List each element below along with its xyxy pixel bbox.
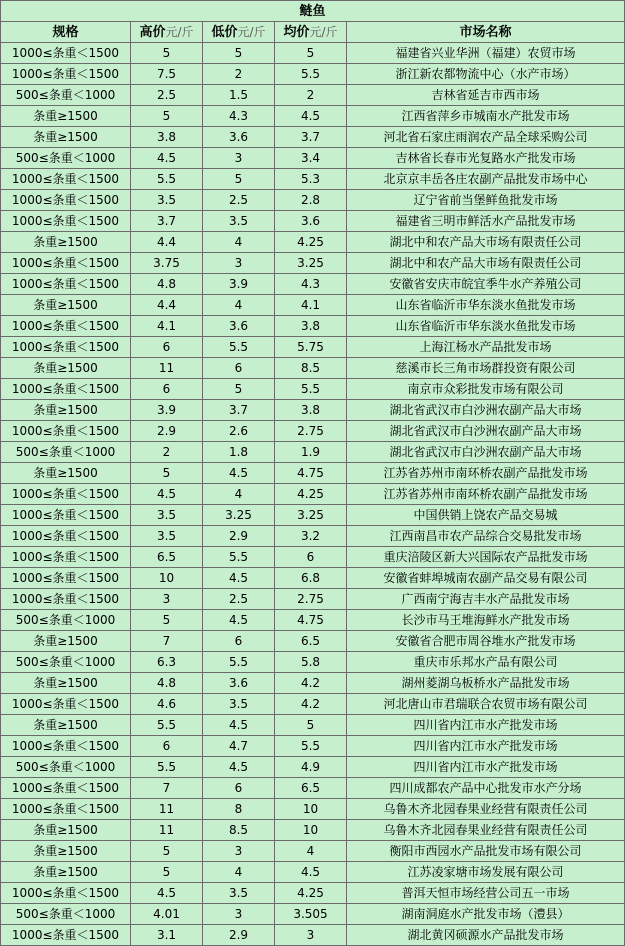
high-price-cell: 2.5 xyxy=(131,85,203,106)
table-row xyxy=(1,547,625,568)
high-price-cell: 4.4 xyxy=(131,295,203,316)
high-price-cell: 3.75 xyxy=(131,253,203,274)
spec-cell: 500≤条重＜1000 xyxy=(1,757,131,778)
spec-cell: 1000≤条重＜1500 xyxy=(1,589,131,610)
high-price-cell: 3.1 xyxy=(131,925,203,946)
avg-price-cell: 5.75 xyxy=(275,337,347,358)
table-body xyxy=(1,43,625,946)
spec-cell: 500≤条重＜1000 xyxy=(1,652,131,673)
avg-price-cell: 3.4 xyxy=(275,148,347,169)
high-price-cell: 4.8 xyxy=(131,274,203,295)
market-name-cell: 江西省萍乡市城南水产批发市场 xyxy=(347,106,625,127)
spec-cell: 500≤条重＜1000 xyxy=(1,148,131,169)
spec-cell: 条重≥1500 xyxy=(1,820,131,841)
spec-cell: 1000≤条重＜1500 xyxy=(1,484,131,505)
high-price-cell: 4.6 xyxy=(131,694,203,715)
avg-price-cell: 2 xyxy=(275,85,347,106)
market-name-cell: 江苏省苏州市南环桥农副产品批发市场 xyxy=(347,484,625,505)
market-name-cell: 北京京丰岳各庄农副产品批发市场中心 xyxy=(347,169,625,190)
avg-price-cell: 2.75 xyxy=(275,589,347,610)
spec-cell: 1000≤条重＜1500 xyxy=(1,505,131,526)
table-row xyxy=(1,841,625,862)
spec-cell: 条重≥1500 xyxy=(1,631,131,652)
table-row xyxy=(1,736,625,757)
table-row xyxy=(1,568,625,589)
low-price-cell: 5 xyxy=(203,379,275,400)
avg-price-cell: 5.5 xyxy=(275,736,347,757)
spec-cell: 条重≥1500 xyxy=(1,841,131,862)
market-name-cell: 吉林省长春市光复路水产批发市场 xyxy=(347,148,625,169)
table-row xyxy=(1,820,625,841)
high-price-cell: 11 xyxy=(131,358,203,379)
table-row xyxy=(1,106,625,127)
low-price-cell: 4.5 xyxy=(203,757,275,778)
avg-price-cell: 5 xyxy=(275,715,347,736)
low-price-cell: 4.5 xyxy=(203,610,275,631)
table-row xyxy=(1,127,625,148)
market-name-cell: 福建省兴业华洲（福建）农贸市场 xyxy=(347,43,625,64)
avg-price-cell: 3.8 xyxy=(275,316,347,337)
low-price-cell: 4.7 xyxy=(203,736,275,757)
low-price-cell: 3 xyxy=(203,253,275,274)
low-price-cell: 3.5 xyxy=(203,883,275,904)
spec-cell: 1000≤条重＜1500 xyxy=(1,547,131,568)
market-name-cell: 湖北省武汉市白沙洲农副产品大市场 xyxy=(347,400,625,421)
table-row xyxy=(1,652,625,673)
avg-price-cell: 3.25 xyxy=(275,253,347,274)
table-row xyxy=(1,253,625,274)
spec-cell: 条重≥1500 xyxy=(1,862,131,883)
high-price-cell: 5.5 xyxy=(131,169,203,190)
table-row xyxy=(1,925,625,946)
spec-cell: 条重≥1500 xyxy=(1,295,131,316)
header-low-price: 低价元/斤 xyxy=(203,22,275,43)
high-price-cell: 5 xyxy=(131,841,203,862)
high-price-cell: 6 xyxy=(131,337,203,358)
low-price-cell: 4 xyxy=(203,862,275,883)
market-name-cell: 四川省内江市水产批发市场 xyxy=(347,757,625,778)
avg-price-cell: 4.5 xyxy=(275,862,347,883)
avg-price-cell: 1.9 xyxy=(275,442,347,463)
low-price-cell: 5 xyxy=(203,169,275,190)
table-row xyxy=(1,904,625,925)
spec-cell: 1000≤条重＜1500 xyxy=(1,169,131,190)
avg-price-cell: 10 xyxy=(275,820,347,841)
table-row xyxy=(1,400,625,421)
low-price-cell: 5.5 xyxy=(203,547,275,568)
low-price-cell: 3.25 xyxy=(203,505,275,526)
low-price-cell: 2 xyxy=(203,64,275,85)
spec-cell: 1000≤条重＜1500 xyxy=(1,379,131,400)
low-price-cell: 3.9 xyxy=(203,274,275,295)
table-row xyxy=(1,757,625,778)
market-name-cell: 江苏省苏州市南环桥农副产品批发市场 xyxy=(347,463,625,484)
avg-price-cell: 5 xyxy=(275,43,347,64)
spec-cell: 1000≤条重＜1500 xyxy=(1,883,131,904)
avg-price-cell: 3.2 xyxy=(275,526,347,547)
low-price-cell: 6 xyxy=(203,358,275,379)
market-name-cell: 湖北省武汉市白沙洲农副产品大市场 xyxy=(347,442,625,463)
low-price-cell: 5 xyxy=(203,43,275,64)
high-price-cell: 2 xyxy=(131,442,203,463)
high-price-cell: 3.5 xyxy=(131,505,203,526)
high-price-cell: 5.5 xyxy=(131,757,203,778)
low-price-cell: 3.5 xyxy=(203,211,275,232)
market-name-cell: 乌鲁木齐北园春果业经营有限责任公司 xyxy=(347,820,625,841)
low-price-cell: 2.5 xyxy=(203,589,275,610)
market-name-cell: 长沙市马王堆海鲜水产批发市场 xyxy=(347,610,625,631)
avg-price-cell: 3 xyxy=(275,925,347,946)
low-price-cell: 4.5 xyxy=(203,568,275,589)
market-name-cell: 四川省内江市水产批发市场 xyxy=(347,736,625,757)
spec-cell: 1000≤条重＜1500 xyxy=(1,526,131,547)
high-price-cell: 6.5 xyxy=(131,547,203,568)
spec-cell: 条重≥1500 xyxy=(1,463,131,484)
market-name-cell: 中国供销上饶农产品交易城 xyxy=(347,505,625,526)
table-row xyxy=(1,862,625,883)
low-price-cell: 6 xyxy=(203,778,275,799)
market-name-cell: 慈溪市长三角市场群投资有限公司 xyxy=(347,358,625,379)
avg-price-cell: 2.75 xyxy=(275,421,347,442)
header-high-price: 高价元/斤 xyxy=(131,22,203,43)
avg-price-cell: 4.25 xyxy=(275,484,347,505)
table-row xyxy=(1,43,625,64)
table-row xyxy=(1,442,625,463)
low-price-cell: 2.6 xyxy=(203,421,275,442)
high-price-cell: 5 xyxy=(131,862,203,883)
low-price-cell: 8.5 xyxy=(203,820,275,841)
high-price-cell: 5 xyxy=(131,610,203,631)
high-price-cell: 3.8 xyxy=(131,127,203,148)
avg-price-cell: 3.25 xyxy=(275,505,347,526)
market-name-cell: 浙江新农都物流中心（水产市场） xyxy=(347,64,625,85)
table-row xyxy=(1,883,625,904)
table-row xyxy=(1,421,625,442)
avg-price-cell: 5.3 xyxy=(275,169,347,190)
market-name-cell: 衡阳市西园水产品批发市场有限公司 xyxy=(347,841,625,862)
spec-cell: 1000≤条重＜1500 xyxy=(1,778,131,799)
header-row xyxy=(1,22,625,43)
avg-price-cell: 4.1 xyxy=(275,295,347,316)
avg-price-cell: 4.9 xyxy=(275,757,347,778)
high-price-cell: 5 xyxy=(131,43,203,64)
avg-price-cell: 3.6 xyxy=(275,211,347,232)
market-name-cell: 安徽省蚌埠城南农副产品交易有限公司 xyxy=(347,568,625,589)
table-row xyxy=(1,232,625,253)
high-price-cell: 11 xyxy=(131,820,203,841)
market-name-cell: 重庆市乐邦水产品有限公司 xyxy=(347,652,625,673)
spec-cell: 1000≤条重＜1500 xyxy=(1,421,131,442)
high-price-cell: 4.5 xyxy=(131,883,203,904)
table-row xyxy=(1,715,625,736)
high-price-cell: 4.01 xyxy=(131,904,203,925)
market-name-cell: 普洱天恒市场经营公司五一市场 xyxy=(347,883,625,904)
table-row xyxy=(1,694,625,715)
high-price-cell: 5.5 xyxy=(131,715,203,736)
table-row xyxy=(1,631,625,652)
avg-price-cell: 4.3 xyxy=(275,274,347,295)
spec-cell: 1000≤条重＜1500 xyxy=(1,694,131,715)
low-price-cell: 4 xyxy=(203,484,275,505)
spec-cell: 条重≥1500 xyxy=(1,400,131,421)
low-price-cell: 4 xyxy=(203,232,275,253)
table-row xyxy=(1,589,625,610)
low-price-cell: 2.5 xyxy=(203,190,275,211)
header-spec: 规格 xyxy=(1,22,131,43)
avg-price-cell: 4.25 xyxy=(275,883,347,904)
spec-cell: 条重≥1500 xyxy=(1,715,131,736)
table-row xyxy=(1,337,625,358)
low-price-cell: 3.6 xyxy=(203,127,275,148)
avg-price-cell: 5.8 xyxy=(275,652,347,673)
spec-cell: 1000≤条重＜1500 xyxy=(1,316,131,337)
avg-price-cell: 4.5 xyxy=(275,106,347,127)
low-price-cell: 6 xyxy=(203,631,275,652)
low-price-cell: 3 xyxy=(203,841,275,862)
spec-cell: 1000≤条重＜1500 xyxy=(1,43,131,64)
high-price-cell: 6 xyxy=(131,379,203,400)
spec-cell: 条重≥1500 xyxy=(1,106,131,127)
low-price-cell: 5.5 xyxy=(203,337,275,358)
avg-price-cell: 6.5 xyxy=(275,778,347,799)
market-name-cell: 乌鲁木齐北园春果业经营有限责任公司 xyxy=(347,799,625,820)
avg-price-cell: 2.8 xyxy=(275,190,347,211)
market-name-cell: 南京市众彩批发市场有限公司 xyxy=(347,379,625,400)
table-row xyxy=(1,673,625,694)
market-name-cell: 上海江杨水产品批发市场 xyxy=(347,337,625,358)
spec-cell: 条重≥1500 xyxy=(1,127,131,148)
high-price-cell: 6 xyxy=(131,736,203,757)
avg-price-cell: 5.5 xyxy=(275,379,347,400)
market-name-cell: 河北唐山市君瑞联合农贸市场有限公司 xyxy=(347,694,625,715)
high-price-cell: 3.5 xyxy=(131,526,203,547)
avg-price-cell: 4.75 xyxy=(275,610,347,631)
spec-cell: 条重≥1500 xyxy=(1,358,131,379)
table-row xyxy=(1,64,625,85)
market-name-cell: 重庆涪陵区新大兴国际农产品批发市场 xyxy=(347,547,625,568)
market-name-cell: 江苏凌家塘市场发展有限公司 xyxy=(347,862,625,883)
high-price-cell: 4.1 xyxy=(131,316,203,337)
low-price-cell: 3.6 xyxy=(203,673,275,694)
spec-cell: 1000≤条重＜1500 xyxy=(1,211,131,232)
title-row xyxy=(1,1,625,22)
table-row xyxy=(1,316,625,337)
high-price-cell: 3 xyxy=(131,589,203,610)
market-name-cell: 辽宁省前当堡鲜鱼批发市场 xyxy=(347,190,625,211)
table-row xyxy=(1,379,625,400)
market-name-cell: 安徽省安庆市皖宜季牛水产养殖公司 xyxy=(347,274,625,295)
high-price-cell: 5 xyxy=(131,106,203,127)
spec-cell: 1000≤条重＜1500 xyxy=(1,253,131,274)
low-price-cell: 4.5 xyxy=(203,463,275,484)
spec-cell: 500≤条重＜1000 xyxy=(1,442,131,463)
table-row xyxy=(1,799,625,820)
low-price-cell: 1.5 xyxy=(203,85,275,106)
table-row xyxy=(1,484,625,505)
table-row xyxy=(1,463,625,484)
market-name-cell: 福建省三明市鲜活水产品批发市场 xyxy=(347,211,625,232)
table-row xyxy=(1,526,625,547)
table-title: 鲢鱼 xyxy=(1,1,625,22)
low-price-cell: 8 xyxy=(203,799,275,820)
market-name-cell: 湖北省武汉市白沙洲农副产品大市场 xyxy=(347,421,625,442)
low-price-cell: 2.9 xyxy=(203,526,275,547)
spec-cell: 1000≤条重＜1500 xyxy=(1,64,131,85)
market-name-cell: 湖北中和农产品大市场有限责任公司 xyxy=(347,232,625,253)
spec-cell: 500≤条重＜1000 xyxy=(1,904,131,925)
low-price-cell: 3.6 xyxy=(203,316,275,337)
table-row xyxy=(1,211,625,232)
table-row xyxy=(1,610,625,631)
spec-cell: 条重≥1500 xyxy=(1,673,131,694)
high-price-cell: 3.9 xyxy=(131,400,203,421)
market-name-cell: 湖州菱湖乌板桥水产品批发市场 xyxy=(347,673,625,694)
low-price-cell: 3 xyxy=(203,904,275,925)
spec-cell: 1000≤条重＜1500 xyxy=(1,925,131,946)
market-name-cell: 山东省临沂市华东淡水鱼批发市场 xyxy=(347,316,625,337)
low-price-cell: 3.7 xyxy=(203,400,275,421)
spec-cell: 1000≤条重＜1500 xyxy=(1,190,131,211)
avg-price-cell: 6 xyxy=(275,547,347,568)
high-price-cell: 6.3 xyxy=(131,652,203,673)
low-price-cell: 5.5 xyxy=(203,652,275,673)
avg-price-cell: 4.2 xyxy=(275,694,347,715)
low-price-cell: 4.3 xyxy=(203,106,275,127)
spec-cell: 1000≤条重＜1500 xyxy=(1,337,131,358)
market-name-cell: 四川省内江市水产批发市场 xyxy=(347,715,625,736)
header-avg-price: 均价元/斤 xyxy=(275,22,347,43)
avg-price-cell: 4.2 xyxy=(275,673,347,694)
high-price-cell: 3.7 xyxy=(131,211,203,232)
high-price-cell: 7 xyxy=(131,778,203,799)
table-row xyxy=(1,169,625,190)
low-price-cell: 3 xyxy=(203,148,275,169)
high-price-cell: 2.9 xyxy=(131,421,203,442)
low-price-cell: 1.8 xyxy=(203,442,275,463)
table-row xyxy=(1,358,625,379)
spec-cell: 1000≤条重＜1500 xyxy=(1,274,131,295)
avg-price-cell: 3.505 xyxy=(275,904,347,925)
low-price-cell: 4.5 xyxy=(203,715,275,736)
market-name-cell: 山东省临沂市华东淡水鱼批发市场 xyxy=(347,295,625,316)
avg-price-cell: 6.8 xyxy=(275,568,347,589)
table-row xyxy=(1,274,625,295)
spec-cell: 条重≥1500 xyxy=(1,232,131,253)
avg-price-cell: 3.8 xyxy=(275,400,347,421)
high-price-cell: 4.4 xyxy=(131,232,203,253)
avg-price-cell: 8.5 xyxy=(275,358,347,379)
market-name-cell: 吉林省延吉市西市场 xyxy=(347,85,625,106)
market-name-cell: 江西南昌市农产品综合交易批发市场 xyxy=(347,526,625,547)
spec-cell: 500≤条重＜1000 xyxy=(1,610,131,631)
spec-cell: 1000≤条重＜1500 xyxy=(1,736,131,757)
spec-cell: 500≤条重＜1000 xyxy=(1,85,131,106)
avg-price-cell: 4.25 xyxy=(275,232,347,253)
avg-price-cell: 3.7 xyxy=(275,127,347,148)
table-row xyxy=(1,505,625,526)
avg-price-cell: 5.5 xyxy=(275,64,347,85)
low-price-cell: 4 xyxy=(203,295,275,316)
high-price-cell: 10 xyxy=(131,568,203,589)
table-row xyxy=(1,295,625,316)
avg-price-cell: 6.5 xyxy=(275,631,347,652)
table-row xyxy=(1,85,625,106)
high-price-cell: 5 xyxy=(131,463,203,484)
avg-price-cell: 4.75 xyxy=(275,463,347,484)
high-price-cell: 7.5 xyxy=(131,64,203,85)
avg-price-cell: 4 xyxy=(275,841,347,862)
market-name-cell: 湖南洞庭水产批发市场（澧县） xyxy=(347,904,625,925)
spec-cell: 1000≤条重＜1500 xyxy=(1,568,131,589)
high-price-cell: 7 xyxy=(131,631,203,652)
market-name-cell: 广西南宁海吉丰水产品批发市场 xyxy=(347,589,625,610)
high-price-cell: 11 xyxy=(131,799,203,820)
market-name-cell: 湖北黄冈硕源水产品批发市场 xyxy=(347,925,625,946)
table-row xyxy=(1,190,625,211)
high-price-cell: 3.5 xyxy=(131,190,203,211)
low-price-cell: 2.9 xyxy=(203,925,275,946)
market-name-cell: 四川成都农产品中心批发市水产分场 xyxy=(347,778,625,799)
table-row xyxy=(1,148,625,169)
market-name-cell: 湖北中和农产品大市场有限责任公司 xyxy=(347,253,625,274)
high-price-cell: 4.5 xyxy=(131,148,203,169)
header-market: 市场名称 xyxy=(347,22,625,43)
high-price-cell: 4.5 xyxy=(131,484,203,505)
market-name-cell: 河北省石家庄雨润农产品全球采购公司 xyxy=(347,127,625,148)
table-row xyxy=(1,778,625,799)
spec-cell: 1000≤条重＜1500 xyxy=(1,799,131,820)
low-price-cell: 3.5 xyxy=(203,694,275,715)
market-name-cell: 安徽省合肥市周谷堆水产批发市场 xyxy=(347,631,625,652)
high-price-cell: 4.8 xyxy=(131,673,203,694)
avg-price-cell: 10 xyxy=(275,799,347,820)
